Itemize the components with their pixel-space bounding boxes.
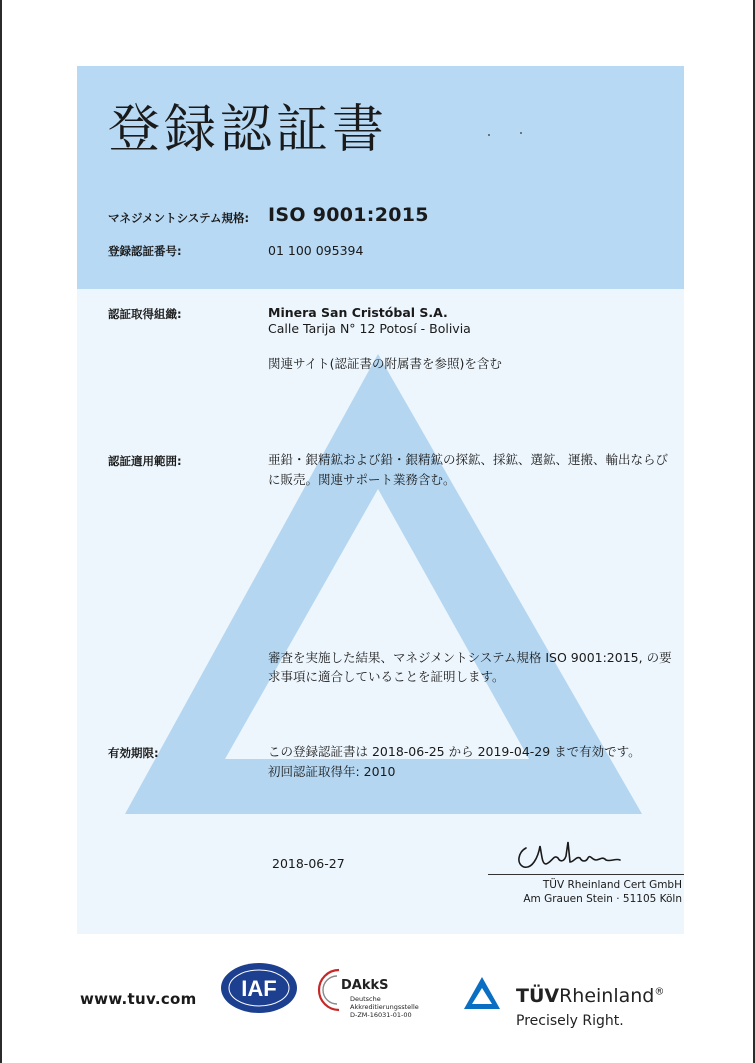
scope-label: 認証適用範囲: <box>108 454 182 468</box>
related-sites-note: 関連サイト(認証書の附属書を参照)を含む <box>268 356 502 371</box>
signature-line <box>488 874 684 875</box>
speck-marks <box>488 132 528 142</box>
initial-certification-year: 初回認証取得年: 2010 <box>268 764 396 779</box>
page-frame-left <box>0 0 2 1063</box>
issue-date: 2018-06-27 <box>272 856 345 871</box>
dakks-line-2: Akkreditierungsstelle <box>350 1003 419 1011</box>
certificate-holder-label: 認証取得組織: <box>108 307 182 321</box>
issuer-name: TÜV Rheinland Cert GmbH <box>542 879 682 891</box>
tuv-name-bold: TÜV <box>516 985 560 1007</box>
dakks-line-3: D-ZM-16031-01-00 <box>350 1011 412 1019</box>
standard-value: ISO 9001:2015 <box>268 204 429 226</box>
certification-statement-line-2: 求事項に適合していることを証明します。 <box>268 669 505 684</box>
certificate-title: 登録認証書 <box>108 100 389 160</box>
validity-period: この登録認証書は 2018-06-25 から 2019-04-29 まで有効です。 <box>268 744 641 759</box>
tuv-triangle-logo <box>462 975 502 1011</box>
tuv-rheinland-logo-text <box>516 985 664 1007</box>
iaf-logo-text: IAF <box>241 976 277 1001</box>
handwritten-signature <box>512 834 632 874</box>
dakks-line-1: Deutsche <box>350 995 381 1003</box>
website-url: www.tuv.com <box>80 990 197 1008</box>
iaf-logo <box>219 962 299 1014</box>
dakks-name: DAkkS <box>341 978 389 993</box>
company-name: Minera San Cristóbal S.A. <box>268 305 448 320</box>
registration-number-value: 01 100 095394 <box>268 243 364 258</box>
registration-number-label: 登録認証番号: <box>108 244 182 258</box>
validity-label: 有効期限: <box>108 746 159 760</box>
tuv-slogan: Precisely Right. <box>516 1013 624 1029</box>
company-address: Calle Tarija N° 12 Potosí - Bolivia <box>268 321 471 336</box>
standard-label: マネジメントシステム規格: <box>108 211 250 225</box>
tuv-registered-mark: ® <box>654 986 665 998</box>
scope-line-1: 亜鉛・銀精鉱および鉛・銀精鉱の探鉱、採鉱、選鉱、運搬、輸出ならび <box>268 452 669 467</box>
scope-line-2: に販売。関連サポート業務含む。 <box>268 472 456 487</box>
certification-statement-line-1: 審査を実施した結果、マネジメントシステム規格 ISO 9001:2015, の要 <box>268 650 672 665</box>
tuv-name-rest: Rheinland <box>559 985 655 1007</box>
issuer-address: Am Grauen Stein · 51105 Köln <box>523 893 682 905</box>
